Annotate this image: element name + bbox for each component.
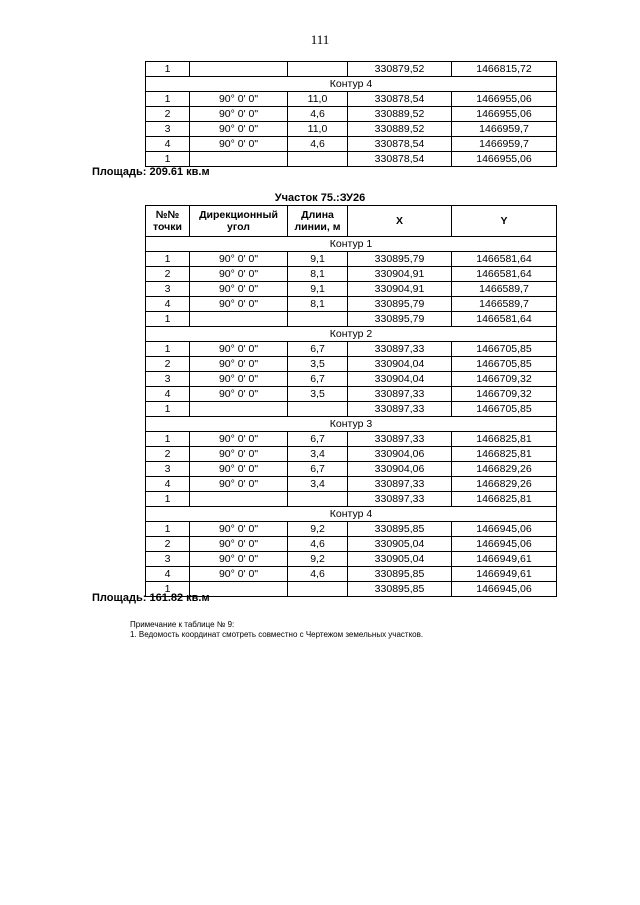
line-length-cell	[288, 62, 348, 77]
y-coordinate-cell: 1466589,7	[452, 297, 557, 312]
point-number-cell: 1	[146, 152, 190, 167]
y-coordinate-cell: 1466959,7	[452, 137, 557, 152]
line-length-cell	[288, 312, 348, 327]
x-coordinate-cell: 330904,04	[348, 372, 452, 387]
table-row	[146, 387, 557, 402]
area-label-2: Площадь: 161.82 кв.м	[92, 592, 210, 604]
table-row	[146, 137, 557, 152]
point-number-cell: 1	[146, 522, 190, 537]
line-length-cell: 9,1	[288, 252, 348, 267]
header-point-number: №№ точки	[146, 206, 190, 237]
line-length-cell: 3,4	[288, 447, 348, 462]
table-row	[146, 492, 557, 507]
y-coordinate-cell: 1466825,81	[452, 447, 557, 462]
direction-angle-cell: 90° 0' 0"	[190, 567, 288, 582]
point-number-cell: 1	[146, 92, 190, 107]
point-number-cell: 3	[146, 372, 190, 387]
table-header-row	[146, 206, 557, 237]
line-length-cell: 6,7	[288, 462, 348, 477]
table-note-text: 1. Ведомость координат смотреть совместно с Чертежом земельных участков.	[130, 630, 424, 639]
coordinates-table-continued	[145, 61, 557, 167]
x-coordinate-cell: 330895,79	[348, 312, 452, 327]
line-length-cell: 9,2	[288, 552, 348, 567]
line-length-cell: 6,7	[288, 432, 348, 447]
contour-row	[146, 417, 557, 432]
x-coordinate-cell: 330897,33	[348, 402, 452, 417]
point-number-cell: 1	[146, 402, 190, 417]
contour-row	[146, 327, 557, 342]
line-length-cell: 4,6	[288, 567, 348, 582]
table-row	[146, 62, 557, 77]
x-coordinate-cell: 330897,33	[348, 477, 452, 492]
direction-angle-cell: 90° 0' 0"	[190, 537, 288, 552]
point-number-cell: 2	[146, 267, 190, 282]
point-number-cell: 1	[146, 312, 190, 327]
y-coordinate-cell: 1466705,85	[452, 357, 557, 372]
contour-label: Контур 4	[146, 507, 557, 522]
x-coordinate-cell: 330879,52	[348, 62, 452, 77]
area-label-1: Площадь: 209.61 кв.м	[92, 166, 210, 178]
line-length-cell: 8,1	[288, 267, 348, 282]
contour-row	[146, 507, 557, 522]
point-number-cell: 3	[146, 122, 190, 137]
header-line-length: Длина линии, м	[288, 206, 348, 237]
x-coordinate-cell: 330905,04	[348, 537, 452, 552]
y-coordinate-cell: 1466581,64	[452, 267, 557, 282]
direction-angle-cell: 90° 0' 0"	[190, 522, 288, 537]
line-length-cell: 6,7	[288, 342, 348, 357]
point-number-cell: 1	[146, 582, 190, 597]
line-length-cell	[288, 152, 348, 167]
y-coordinate-cell: 1466945,06	[452, 582, 557, 597]
x-coordinate-cell: 330904,91	[348, 267, 452, 282]
direction-angle-cell	[190, 492, 288, 507]
line-length-cell: 4,6	[288, 137, 348, 152]
direction-angle-cell	[190, 62, 288, 77]
table-row	[146, 432, 557, 447]
x-coordinate-cell: 330897,33	[348, 342, 452, 357]
y-coordinate-cell: 1466825,81	[452, 432, 557, 447]
y-coordinate-cell: 1466825,81	[452, 492, 557, 507]
x-coordinate-cell: 330889,52	[348, 122, 452, 137]
y-coordinate-cell: 1466955,06	[452, 107, 557, 122]
table-row	[146, 107, 557, 122]
line-length-cell	[288, 492, 348, 507]
direction-angle-cell: 90° 0' 0"	[190, 462, 288, 477]
y-coordinate-cell: 1466709,32	[452, 387, 557, 402]
y-coordinate-cell: 1466945,06	[452, 522, 557, 537]
y-coordinate-cell: 1466829,26	[452, 462, 557, 477]
direction-angle-cell: 90° 0' 0"	[190, 387, 288, 402]
direction-angle-cell: 90° 0' 0"	[190, 357, 288, 372]
x-coordinate-cell: 330895,85	[348, 522, 452, 537]
point-number-cell: 2	[146, 537, 190, 552]
point-number-cell: 2	[146, 357, 190, 372]
y-coordinate-cell: 1466709,32	[452, 372, 557, 387]
direction-angle-cell: 90° 0' 0"	[190, 252, 288, 267]
table-row	[146, 567, 557, 582]
line-length-cell: 9,1	[288, 282, 348, 297]
direction-angle-cell	[190, 312, 288, 327]
direction-angle-cell: 90° 0' 0"	[190, 267, 288, 282]
point-number-cell: 1	[146, 62, 190, 77]
header-direction-angle: Дирекционный угол	[190, 206, 288, 237]
x-coordinate-cell: 330905,04	[348, 552, 452, 567]
direction-angle-cell: 90° 0' 0"	[190, 92, 288, 107]
x-coordinate-cell: 330904,06	[348, 462, 452, 477]
point-number-cell: 1	[146, 492, 190, 507]
direction-angle-cell	[190, 152, 288, 167]
direction-angle-cell: 90° 0' 0"	[190, 372, 288, 387]
y-coordinate-cell: 1466581,64	[452, 252, 557, 267]
line-length-cell: 3,4	[288, 477, 348, 492]
y-coordinate-cell: 1466815,72	[452, 62, 557, 77]
table-row	[146, 537, 557, 552]
x-coordinate-cell: 330897,33	[348, 387, 452, 402]
direction-angle-cell: 90° 0' 0"	[190, 137, 288, 152]
x-coordinate-cell: 330897,33	[348, 492, 452, 507]
direction-angle-cell: 90° 0' 0"	[190, 552, 288, 567]
point-number-cell: 4	[146, 387, 190, 402]
line-length-cell: 4,6	[288, 537, 348, 552]
direction-angle-cell: 90° 0' 0"	[190, 447, 288, 462]
direction-angle-cell: 90° 0' 0"	[190, 107, 288, 122]
line-length-cell: 4,6	[288, 107, 348, 122]
y-coordinate-cell: 1466949,61	[452, 552, 557, 567]
line-length-cell: 11,0	[288, 122, 348, 137]
point-number-cell: 4	[146, 477, 190, 492]
table-row	[146, 267, 557, 282]
contour-label: Контур 3	[146, 417, 557, 432]
coordinates-table	[145, 205, 557, 597]
line-length-cell: 3,5	[288, 387, 348, 402]
line-length-cell: 3,5	[288, 357, 348, 372]
point-number-cell: 1	[146, 432, 190, 447]
header-y: Y	[452, 206, 557, 237]
direction-angle-cell: 90° 0' 0"	[190, 477, 288, 492]
x-coordinate-cell: 330878,54	[348, 92, 452, 107]
line-length-cell: 6,7	[288, 372, 348, 387]
contour-label: Контур 4	[146, 77, 557, 92]
table-row	[146, 297, 557, 312]
x-coordinate-cell: 330895,85	[348, 582, 452, 597]
point-number-cell: 3	[146, 282, 190, 297]
y-coordinate-cell: 1466949,61	[452, 567, 557, 582]
table-row	[146, 462, 557, 477]
contour-label: Контур 2	[146, 327, 557, 342]
y-coordinate-cell: 1466945,06	[452, 537, 557, 552]
x-coordinate-cell: 330895,79	[348, 252, 452, 267]
line-length-cell: 8,1	[288, 297, 348, 312]
direction-angle-cell	[190, 402, 288, 417]
table-row	[146, 447, 557, 462]
point-number-cell: 3	[146, 462, 190, 477]
x-coordinate-cell: 330889,52	[348, 107, 452, 122]
x-coordinate-cell: 330904,91	[348, 282, 452, 297]
line-length-cell	[288, 402, 348, 417]
line-length-cell: 9,2	[288, 522, 348, 537]
contour-row	[146, 77, 557, 92]
direction-angle-cell: 90° 0' 0"	[190, 432, 288, 447]
x-coordinate-cell: 330904,04	[348, 357, 452, 372]
table-row	[146, 312, 557, 327]
direction-angle-cell: 90° 0' 0"	[190, 342, 288, 357]
table-row	[146, 372, 557, 387]
table-row	[146, 282, 557, 297]
x-coordinate-cell: 330895,85	[348, 567, 452, 582]
contour-label: Контур 1	[146, 237, 557, 252]
table-row	[146, 342, 557, 357]
point-number-cell: 4	[146, 297, 190, 312]
y-coordinate-cell: 1466955,06	[452, 92, 557, 107]
table-row	[146, 522, 557, 537]
table-row	[146, 122, 557, 137]
y-coordinate-cell: 1466959,7	[452, 122, 557, 137]
y-coordinate-cell: 1466705,85	[452, 402, 557, 417]
y-coordinate-cell: 1466705,85	[452, 342, 557, 357]
contour-row	[146, 237, 557, 252]
point-number-cell: 1	[146, 342, 190, 357]
x-coordinate-cell: 330897,33	[348, 432, 452, 447]
table-row	[146, 477, 557, 492]
section-title: Участок 75.:ЗУ26	[274, 192, 366, 204]
point-number-cell: 2	[146, 107, 190, 122]
direction-angle-cell: 90° 0' 0"	[190, 122, 288, 137]
direction-angle-cell: 90° 0' 0"	[190, 282, 288, 297]
line-length-cell	[288, 582, 348, 597]
x-coordinate-cell: 330895,79	[348, 297, 452, 312]
table-row	[146, 152, 557, 167]
table-row	[146, 252, 557, 267]
point-number-cell: 1	[146, 252, 190, 267]
y-coordinate-cell: 1466589,7	[452, 282, 557, 297]
y-coordinate-cell: 1466581,64	[452, 312, 557, 327]
point-number-cell: 2	[146, 447, 190, 462]
table-row	[146, 357, 557, 372]
y-coordinate-cell: 1466829,26	[452, 477, 557, 492]
x-coordinate-cell: 330878,54	[348, 152, 452, 167]
direction-angle-cell: 90° 0' 0"	[190, 297, 288, 312]
table-row	[146, 552, 557, 567]
x-coordinate-cell: 330904,06	[348, 447, 452, 462]
header-x: X	[348, 206, 452, 237]
y-coordinate-cell: 1466955,06	[452, 152, 557, 167]
point-number-cell: 4	[146, 137, 190, 152]
table-row	[146, 402, 557, 417]
page-number: 111	[310, 32, 330, 47]
x-coordinate-cell: 330878,54	[348, 137, 452, 152]
table-row	[146, 92, 557, 107]
point-number-cell: 4	[146, 567, 190, 582]
line-length-cell: 11,0	[288, 92, 348, 107]
table-note-title: Примечание к таблице № 9:	[130, 620, 235, 629]
point-number-cell: 3	[146, 552, 190, 567]
